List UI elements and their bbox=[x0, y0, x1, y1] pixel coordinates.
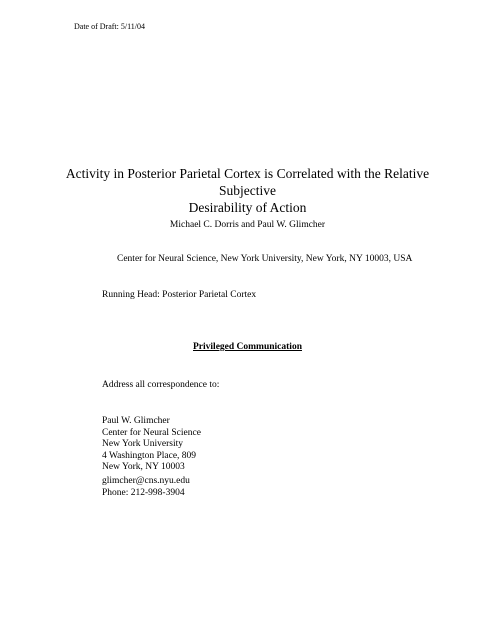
authors: Michael C. Dorris and Paul W. Glimcher bbox=[169, 220, 326, 230]
paper-title bbox=[40, 165, 455, 216]
address-street: 4 Washington Place, 809 bbox=[102, 450, 197, 461]
privileged-communication: Privileged Communication bbox=[193, 342, 302, 352]
correspondence-address bbox=[102, 416, 201, 474]
address-university: New York University bbox=[102, 439, 184, 450]
contact-email: glimcher@cns.nyu.edu bbox=[102, 476, 190, 486]
paper-title-line-1: Activity in Posterior Parietal Cortex is Correlated with the Relative Subjective bbox=[65, 166, 430, 198]
address-city: New York, NY 10003 bbox=[102, 462, 185, 473]
contact-info bbox=[102, 476, 190, 499]
contact-phone: Phone: 212-998-3904 bbox=[102, 487, 185, 498]
correspondence-label: Address all correspondence to: bbox=[102, 380, 220, 390]
address-dept: Center for Neural Science bbox=[102, 427, 201, 438]
draft-date: Date of Draft: 5/11/04 bbox=[74, 22, 146, 31]
affiliation: Center for Neural Science, New York University, New York, NY 10003, USA bbox=[117, 254, 413, 264]
paper-title-line-2: Desirability of Action bbox=[188, 200, 307, 215]
running-head: Running Head: Posterior Parietal Cortex bbox=[102, 290, 257, 300]
address-name: Paul W. Glimcher bbox=[102, 416, 170, 426]
